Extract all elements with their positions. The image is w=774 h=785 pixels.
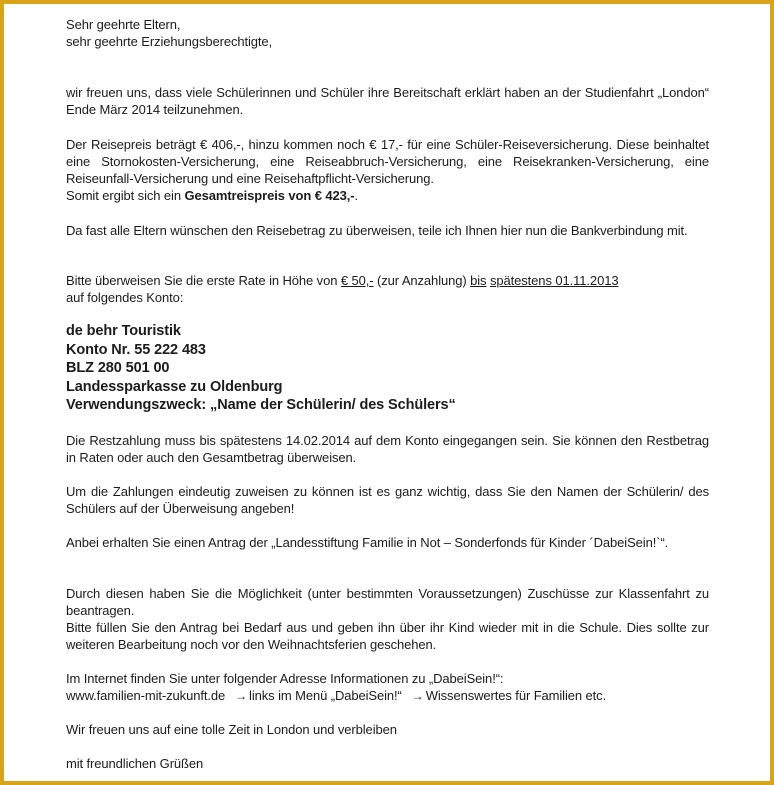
paragraph-foundation: Anbei erhalten Sie einen Antrag der „Landesstiftung Familie in Not – Sonderfonds für Kinder ´DabeiSein!`“. [66,535,669,550]
internet-path [66,687,709,705]
bank-name: Landessparkasse zu Oldenburg [66,378,283,395]
first-rate-amount: € 50,- [340,273,374,288]
first-rate-until: bis [470,273,487,288]
arrow-right-icon: → [411,689,424,703]
salutation-line-2: sehr geehrte Erziehungsberechtigte, [66,34,273,49]
paragraph-transfer: Da fast alle Eltern wünschen den Reisebetrag zu überweisen, teile ich Ihnen hier nun die Bankverbindung mit. [66,223,688,238]
closing-greeting: mit freundlichen Grüßen [66,756,204,771]
paragraph-farewell: Wir freuen uns auf eine tolle Zeit in London und verbleiben [66,722,397,737]
bank-account-number: Konto Nr. 55 222 483 [66,341,206,358]
first-rate-note: (zur Anzahlung) [377,273,467,288]
first-rate-date: spätestens 01.11.2013 [489,273,619,288]
bank-code: BLZ 280 501 00 [66,360,170,376]
bank-recipient: de behr Touristik [66,323,181,339]
total-end: . [354,188,358,203]
first-rate-line2: auf folgendes Konto: [66,290,184,305]
paragraph-subsidy [66,585,709,653]
salutation-line-1: Sehr geehrte Eltern, [66,17,181,32]
paragraph-participation: wir freuen uns, dass viele Schülerinnen und Schüler ihre Bereitschaft erklärt haben an der Studienfahrt „London“ Ende März 2014 teilzunehmen. [66,85,709,117]
subsidy-instructions: Bitte füllen Sie den Antrag bei Bedarf aus und geben ihn über ihr Kind wieder mit in die Schule. Dies sollte zur weiteren Bearbeitung noch vor den Weihnachtsferien geschehen. [66,620,709,652]
price-text: Der Reisepreis beträgt € 406,-, hinzu kommen noch € 17,- für eine Schüler-Reiseversicherung. Diese beinhaltet eine Stornokosten-Versicherung, eine Reiseabbruch-Versicherung, eine Reisekranken-Versicherung, eine Reiseunfall-Versicherung und eine Reisehaftpflicht-Versicherung. [66,137,709,186]
first-rate-text: Bitte überweisen Sie die erste Rate in Höhe von [66,273,338,288]
paragraph-remaining-payment: Die Restzahlung muss bis spätestens 14.02.2014 auf dem Konto eingegangen sein. Sie können den Restbetrag in Raten oder auch den Gesamtbetrag überweisen. [66,433,709,465]
paragraph-name-notice: Um die Zahlungen eindeutig zuweisen zu können ist es ganz wichtig, dass Sie den Namen der Schülerin/ des Schülers auf der Überweisung angeben! [66,484,709,516]
website-url[interactable]: www.familien-mit-zukunft.de [66,688,226,703]
salutation [66,16,709,50]
arrow-right-icon: → [235,689,248,703]
total-price: Gesamtreispreis von € 423,- [184,188,355,203]
internet-intro: Im Internet finden Sie unter folgender Adresse Informationen zu „DabeiSein!“: [66,671,504,686]
paragraph-price [66,136,709,204]
total-prefix: Somit ergibt sich ein [66,188,181,203]
subsidy-text: Durch diesen haben Sie die Möglichkeit (unter bestimmten Voraussetzungen) Zuschüsse zur Klassenfahrt zu beantragen. [66,586,709,618]
bank-details [66,322,709,415]
menu-target: Wissenswertes für Familien etc. [425,688,607,703]
paragraph-internet [66,670,709,705]
menu-path: links im Menü „DabeiSein!“ [249,688,402,703]
letter-page [4,4,770,781]
paragraph-first-rate [66,272,709,306]
bank-reference: Verwendungszweck: „Name der Schülerin/ des Schülers“ [66,397,456,413]
